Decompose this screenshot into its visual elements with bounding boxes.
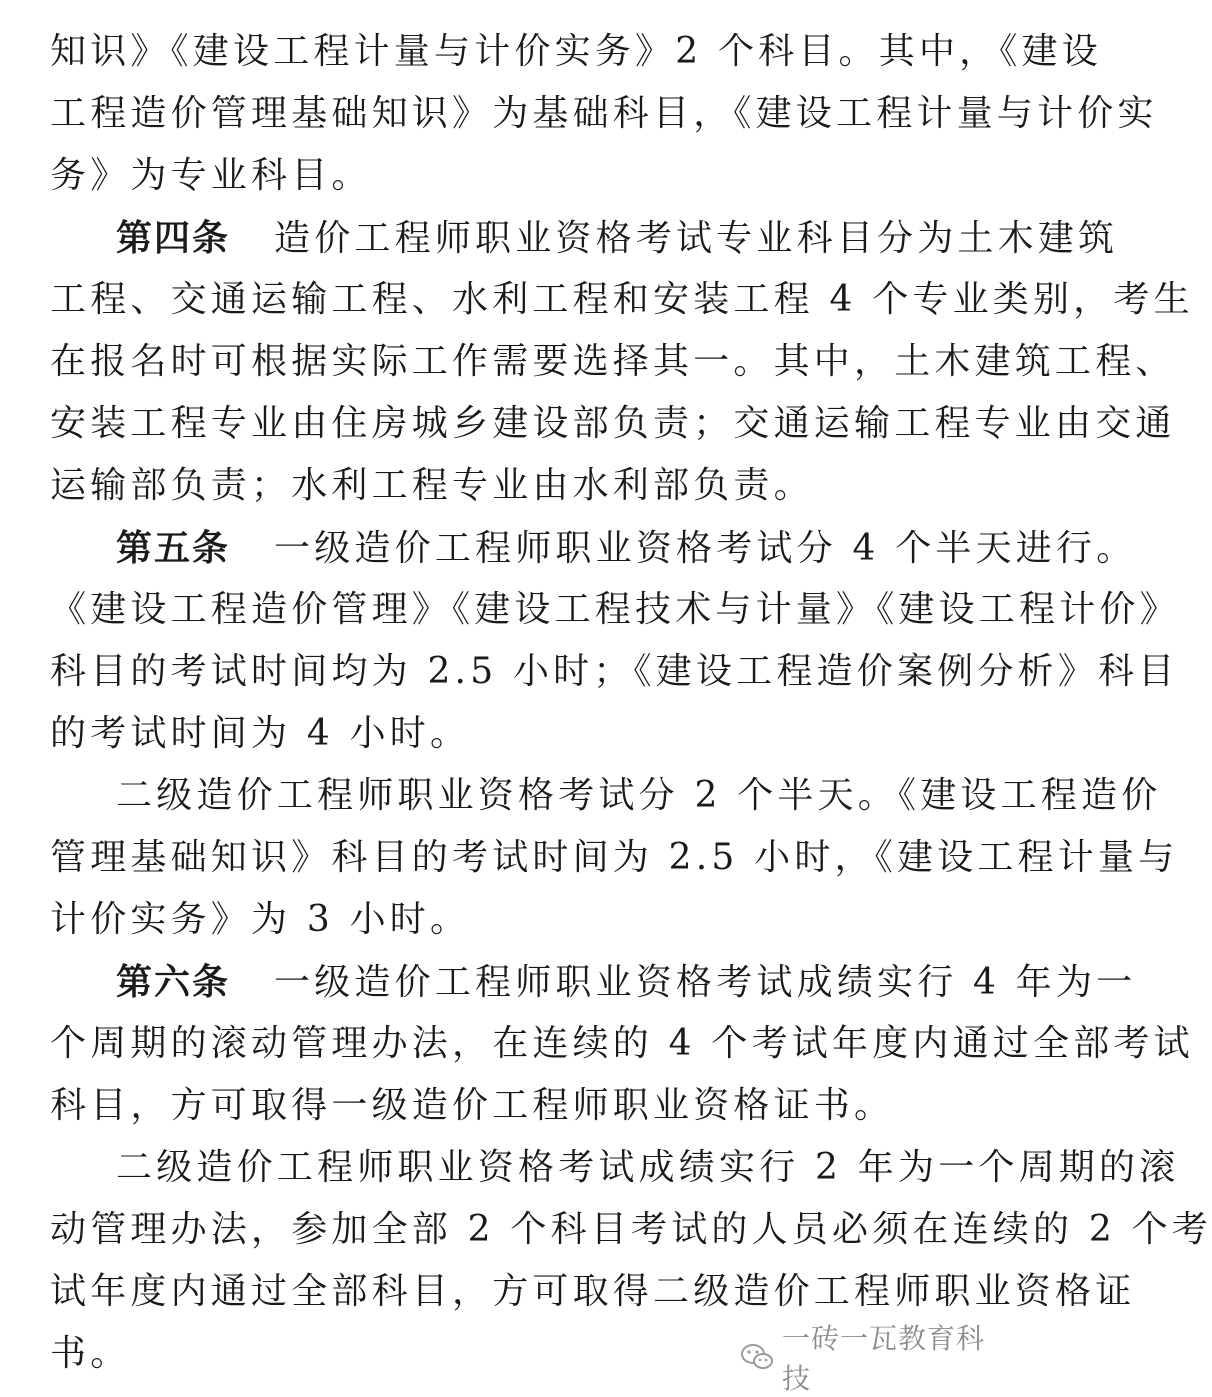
text-line: 工程造价管理基础知识》为基础科目，《建设工程计量与计价实 [50, 93, 1158, 134]
wechat-icon [740, 1342, 774, 1372]
text-line: 务》为专业科目。 [50, 155, 372, 196]
text-line: 在报名时可根据实际工作需要选择其一。其中，土木建筑工程、 [50, 341, 1176, 382]
text-line: 动管理办法，参加全部 2 个科目考试的人员必须在连续的 2 个考 [50, 1209, 1212, 1250]
article-4-line [116, 207, 1119, 269]
text-line: 个周期的滚动管理办法，在连续的 4 个考试年度内通过全部考试 [50, 1023, 1194, 1064]
text-line: 二级造价工程师职业资格考试成绩实行 2 年为一个周期的滚 [116, 1147, 1180, 1188]
text-line: 一级造价工程师职业资格考试分 4 个半天进行。 [274, 528, 1137, 569]
text-line: 造价工程师职业资格考试专业科目分为土木建筑 [274, 218, 1119, 259]
text-line: 运输部负责；水利工程专业由水利部负责。 [50, 465, 814, 506]
text-line: 的考试时间为 4 小时。 [50, 713, 471, 754]
article-6-heading: 第六条 [116, 961, 231, 1003]
text-line: 计价实务》为 3 小时。 [50, 899, 471, 940]
article-6-line [116, 951, 1137, 1013]
text-line: 试年度内通过全部科目，方可取得二级造价工程师职业资格证 [50, 1271, 1136, 1312]
text-line: 一级造价工程师职业资格考试成绩实行 4 年为一 [274, 962, 1137, 1003]
text-line: 二级造价工程师职业资格考试分 2 个半天。《建设工程造价 [116, 775, 1162, 816]
text-line: 书。 [50, 1333, 131, 1374]
text-line: 知识》《建设工程计量与计价实务》2 个科目。其中，《建设 [50, 31, 1102, 72]
watermark [740, 1322, 996, 1395]
text-line: 科目，方可取得一级造价工程师职业资格证书。 [50, 1085, 895, 1126]
text-line: 工程、交通运输工程、水利工程和安装工程 4 个专业类别，考生 [50, 279, 1194, 320]
text-line: 管理基础知识》科目的考试时间为 2.5 小时，《建设工程计量与 [50, 837, 1179, 878]
article-5-line [116, 517, 1137, 579]
text-line: 《建设工程造价管理》《建设工程技术与计量》《建设工程计价》 [50, 589, 1180, 630]
text-line: 科目的考试时间均为 2.5 小时；《建设工程造价案例分析》科目 [50, 651, 1179, 692]
text-line: 安装工程专业由住房城乡建设部负责；交通运输工程专业由交通 [50, 403, 1176, 444]
watermark-text: 一砖一瓦教育科技 [782, 1322, 986, 1395]
article-4-heading: 第四条 [116, 217, 231, 259]
article-5-heading: 第五条 [116, 527, 231, 569]
